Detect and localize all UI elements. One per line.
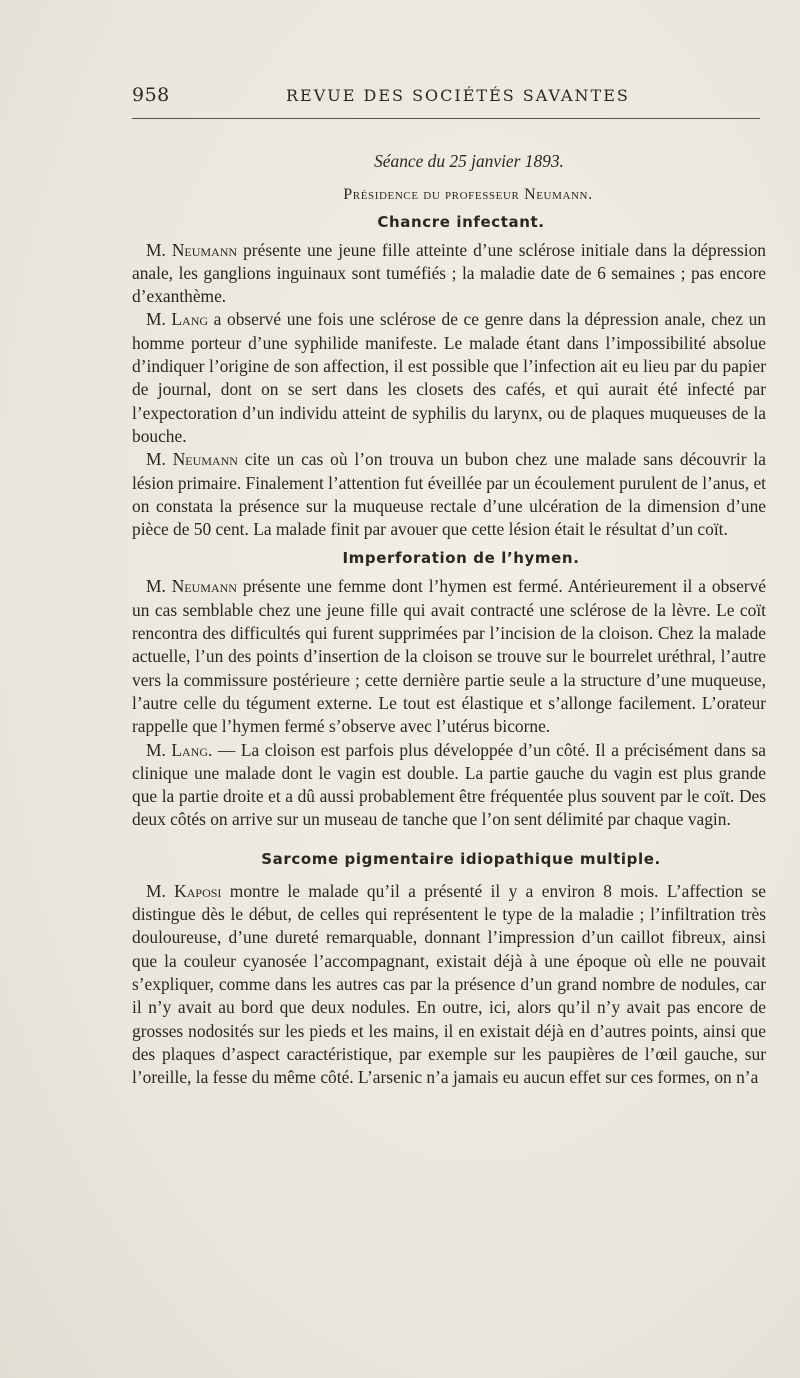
speaker-name: M. Neumann bbox=[146, 576, 237, 597]
speaker-name: M. Kaposi bbox=[146, 880, 222, 901]
section-heading: Chancre infectant. bbox=[377, 212, 545, 231]
paragraph-text: montre le malade qu’il a présenté il y a environ 8 mois. L’affection se distingue dès le début, de celles qui représentent le type de la maladie ; l’infiltration très douloureuse, d’une dureté remarquable, donnant l’impression d’un caillot fibreux, ainsi que la couleur cyanosée l’accompagnant, existait déjà à une époque où elle ne pouvait s’expliquer, comme dans les autres cas par la présence d’un grand nombre de nodules, car il n’y avait au bord que deux nodules. En outre, ici, alors qu’il n’y avait pas encore de grosses nodosités sur les pieds et les mains, il en existait déjà en d’autres points, ainsi que des plaques d’aspect caractéristique, par exemple sur les paupières de l’œil gauche, sur l’oreille, la fesse du même côté. L’arsenic n’a jamais eu aucun effet sur ces formes, on n’a bbox=[132, 880, 766, 1088]
paragraph bbox=[132, 239, 766, 309]
paragraph bbox=[132, 739, 766, 832]
speaker-name: M. Neumann bbox=[146, 239, 238, 260]
speaker-name: M. Lang. bbox=[146, 739, 213, 760]
page-number: 958 bbox=[132, 84, 170, 106]
paragraph bbox=[132, 448, 766, 541]
speaker-name: M. Lang bbox=[146, 309, 209, 330]
section-heading: Sarcome pigmentaire idiopathique multiple. bbox=[261, 849, 661, 868]
article-body bbox=[132, 150, 766, 1089]
paragraph bbox=[132, 308, 766, 448]
presidence-name: Neumann. bbox=[524, 186, 593, 204]
paragraph-text: — La cloison est parfois plus développée d’un côté. Il a précisément dans sa clinique une malade dont le vagin est double. La partie gauche du vagin est plus grande que la partie droite et a dû aussi probablement être fréquentée plus souvent par le coït. Des deux côtés on arrive sur un museau de tanche que l’on sent délimité par chaque vagin. bbox=[132, 739, 766, 830]
presidence-line bbox=[170, 183, 766, 206]
paragraph-text: présente une femme dont l’hymen est fermé. Antérieurement il a observé un cas semblable chez une jeune fille qui avait contracté une sclérose de la lèvre. Le coït rencontra des difficultés qui furent supprimées par l’incision de la cloison. Chez la malade actuelle, l’un des points d’insertion de la cloison se trouve sur le bourrelet uréthral, l’autre vers la commissure postérieure ; cette dernière partie seule a la structure d’une muqueuse, l’autre celle du tégument externe. Le tout est élastique et s’allonge facilement. L’orateur rappelle que l’hymen fermé s’observe avec l’utérus bicorne. bbox=[132, 576, 766, 737]
header-rule bbox=[132, 118, 760, 119]
running-header bbox=[132, 84, 760, 114]
paragraph-text: cite un cas où l’on trouva un bubon chez une malade sans découvrir la lésion primaire. Finalement l’attention fut éveillée par un écoulement purulent de l’anus, et on constata la présence sur la muqueuse rectale d’une ulcération de la dimension d’une pièce de 50 cent. La malade finit par avouer que cette lésion était le résultat d’un coït. bbox=[132, 449, 766, 540]
speaker-name: M. Neumann bbox=[146, 449, 238, 470]
paragraph bbox=[132, 880, 766, 1090]
paragraph bbox=[132, 575, 766, 738]
presidence-prefix: Présidence du professeur bbox=[343, 186, 520, 204]
paragraph-text: a observé une fois une sclérose de ce genre dans la dépression anale, chez un homme porteur d’une syphilide manifeste. Le malade étant dans l’impossibilité absolue d’indiquer l’origine de son affection, il est possible que l’infection ait eu lieu par du papier de journal, dont on se sert dans les closets des cafés, et qui aurait été infecté par l’expectoration d’un individu atteint de syphilis du larynx, ou de plaques muqueuses de la bouche. bbox=[132, 309, 767, 446]
running-title: REVUE DES SOCIÉTÉS SAVANTES bbox=[286, 86, 630, 105]
session-title: Séance du 25 janvier 1893. bbox=[374, 151, 564, 171]
paragraph-text: présente une jeune fille atteinte d’une sclérose initiale dans la dépression anale, les ganglions inguinaux sont tuméfiés ; la maladie date de 6 semaines ; pas encore d’exanthème. bbox=[132, 239, 767, 307]
section-heading: Imperforation de l’hymen. bbox=[342, 549, 580, 568]
